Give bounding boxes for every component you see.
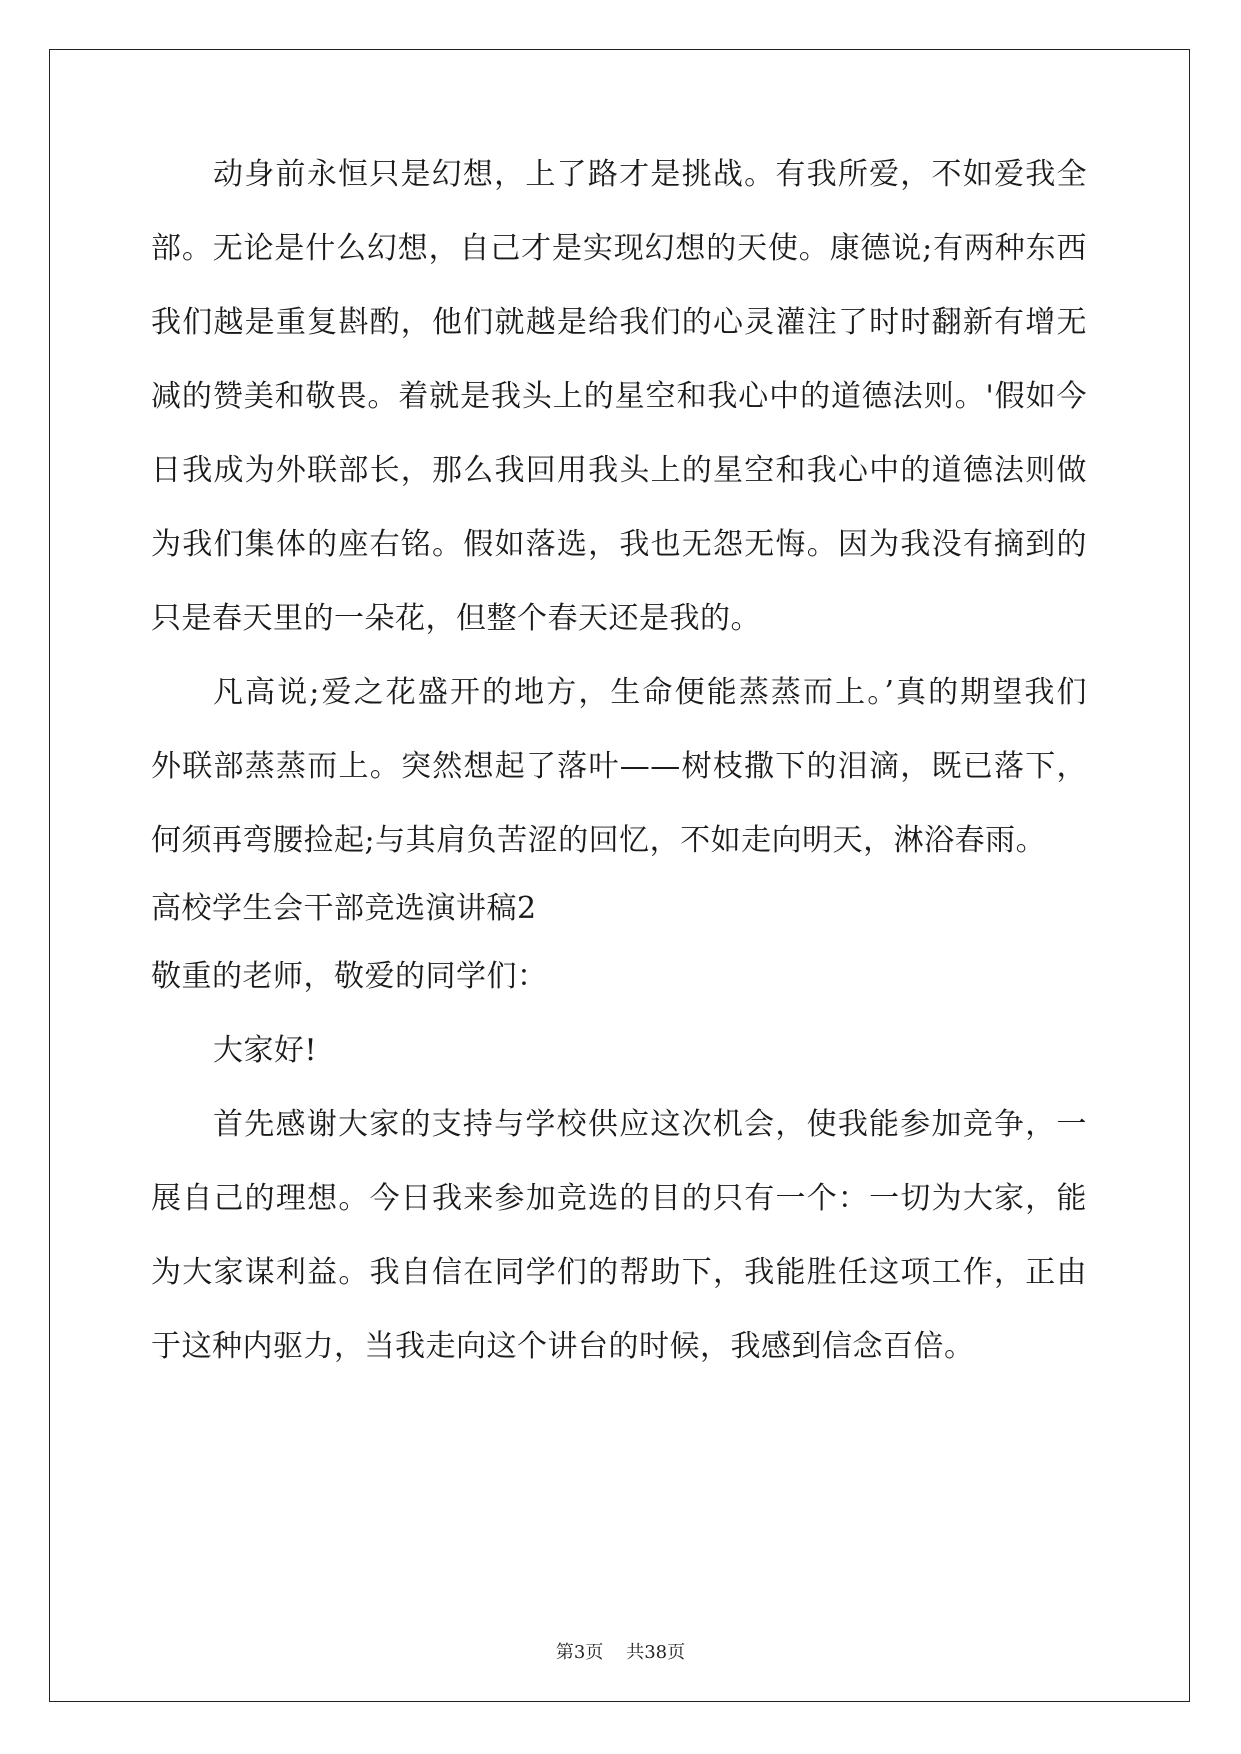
section-title: 高校学生会干部竞选演讲稿2: [151, 891, 537, 926]
paragraph-line: 我们越是重复斟酌，他们就越是给我们的心灵灌注了时时翻新有增无: [151, 305, 1087, 340]
paragraph-line: 减的赞美和敬畏。着就是我头上的星空和我心中的道德法则。'假如今: [151, 379, 1087, 414]
salutation: 敬重的老师，敬爱的同学们：: [151, 959, 548, 994]
paragraph-line: 外联部蒸蒸而上。突然想起了落叶——树枝撒下的泪滴，既已落下，: [151, 749, 1087, 784]
paragraph-line: 部。无论是什么幻想，自己才是实现幻想的天使。康德说;有两种东西: [151, 231, 1087, 266]
paragraph-line: 日我成为外联部长，那么我回用我头上的星空和我心中的道德法则做: [151, 453, 1087, 488]
greeting: 大家好!: [213, 1033, 318, 1068]
page-footer: [0, 1641, 1241, 1665]
paragraph-line: 何须再弯腰捡起;与其肩负苦涩的回忆，不如走向明天，淋浴春雨。: [151, 823, 1047, 858]
paragraph-line: 首先感谢大家的支持与学校供应这次机会，使我能参加竞争，一: [213, 1107, 1087, 1142]
paragraph-line: 于这种内驱力，当我走向这个讲台的时候，我感到信念百倍。: [151, 1329, 975, 1364]
paragraph-line: 展自己的理想。今日我来参加竞选的目的只有一个：一切为大家，能: [151, 1181, 1087, 1216]
page-total: 共38页: [626, 1642, 686, 1663]
paragraph-line: 凡高说;爱之花盛开的地方，生命便能蒸蒸而上。’真的期望我们: [213, 675, 1087, 710]
page-border: [49, 49, 1190, 1702]
page-number: 第3页: [555, 1642, 604, 1663]
paragraph-line: 只是春天里的一朵花，但整个春天还是我的。: [151, 601, 761, 636]
paragraph-line: 为我们集体的座右铭。假如落选，我也无怨无悔。因为我没有摘到的: [151, 527, 1087, 562]
paragraph-line: 动身前永恒只是幻想，上了路才是挑战。有我所爱，不如爱我全: [213, 157, 1087, 192]
paragraph-line: 为大家谋利益。我自信在同学们的帮助下，我能胜任这项工作，正由: [151, 1255, 1087, 1290]
